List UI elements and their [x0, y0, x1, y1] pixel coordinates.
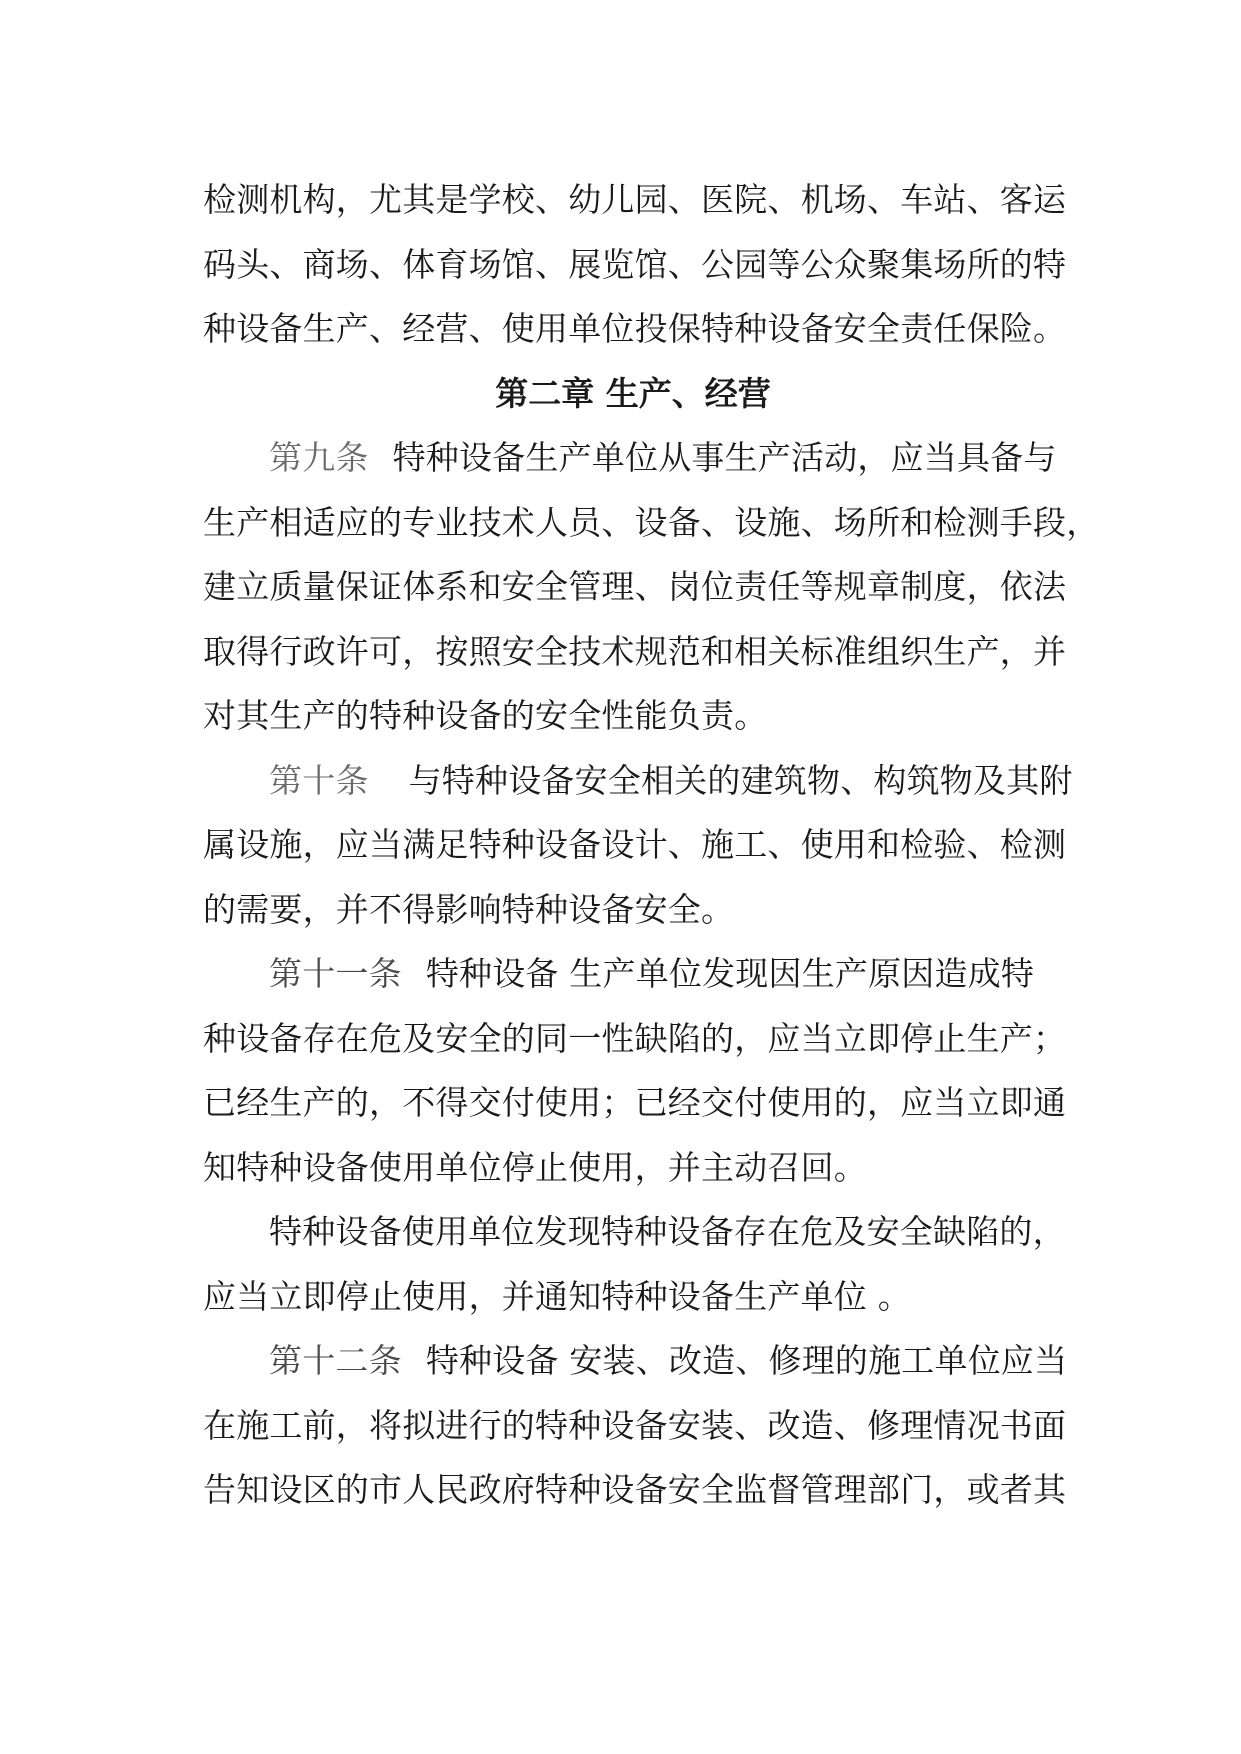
text-line: 的需要，并不得影响特种设备安全。 — [203, 889, 735, 929]
text-line: 对其生产的特种设备的安全性能负责。 — [203, 696, 768, 735]
article-first-line — [203, 1329, 1068, 1394]
article-number: 第十一条 — [269, 954, 402, 993]
text-line: 生产相适应的专业技术人员、设备、设施、场所和检测手段， — [203, 502, 1100, 542]
text-line: 种设备存在危及安全的同一性缺陷的，应当立即停止生产； — [203, 1018, 1067, 1058]
article-text: 特种设备 生产单位发现因生产原因造成特 — [425, 954, 1035, 993]
text-line: 属设施，应当满足特种设备设计、施工、使用和检验、检测 — [203, 825, 1067, 864]
article-text: 与特种设备安全相关的建筑物、构筑物及其附 — [408, 760, 1073, 800]
article-number: 第十二条 — [269, 1341, 402, 1380]
article-text: 特种设备 安装、改造、修理的施工单位应当 — [425, 1341, 1068, 1380]
document-page — [203, 168, 1100, 1523]
text-line: 检测机构，尤其是学校、幼儿园、医院、机场、车站、客运 — [203, 180, 1067, 219]
article-first-line — [203, 942, 1063, 1007]
text-line: 应当立即停止使用，并通知特种设备生产单位 。 — [203, 1276, 911, 1316]
text-line: 取得行政许可，按照安全技术规范和相关标准组织生产，并 — [203, 631, 1067, 671]
text-line: 建立质量保证体系和安全管理、岗位责任等规章制度，依法 — [203, 567, 1067, 606]
text-line: 在施工前，将拟进行的特种设备安装、改造、修理情况书面 — [203, 1405, 1067, 1445]
text-line: 已经生产的，不得交付使用；已经交付使用的，应当立即通 — [203, 1083, 1067, 1122]
text-line: 种设备生产、经营、使用单位投保特种设备安全责任保险。 — [203, 309, 1067, 348]
article-first-line — [203, 426, 1063, 491]
paragraph-first-line: 特种设备使用单位发现特种设备存在危及安全缺陷的， — [269, 1212, 1066, 1251]
text-line: 告知设区的市人民政府特种设备安全监督管理部门，或者其 — [203, 1470, 1067, 1509]
chapter-title: 第二章 生产、经营 — [495, 373, 771, 413]
article-number: 第九条 — [269, 438, 369, 477]
article-number: 第十条 — [269, 760, 369, 800]
article-text: 特种设备生产单位从事生产活动，应当具备与 — [392, 438, 1057, 477]
text-line: 知特种设备使用单位停止使用，并主动召回。 — [203, 1147, 867, 1187]
article-first-line — [203, 749, 1073, 814]
text-line: 码头、商场、体育场馆、展览馆、公园等公众聚集场所的特 — [203, 244, 1067, 284]
